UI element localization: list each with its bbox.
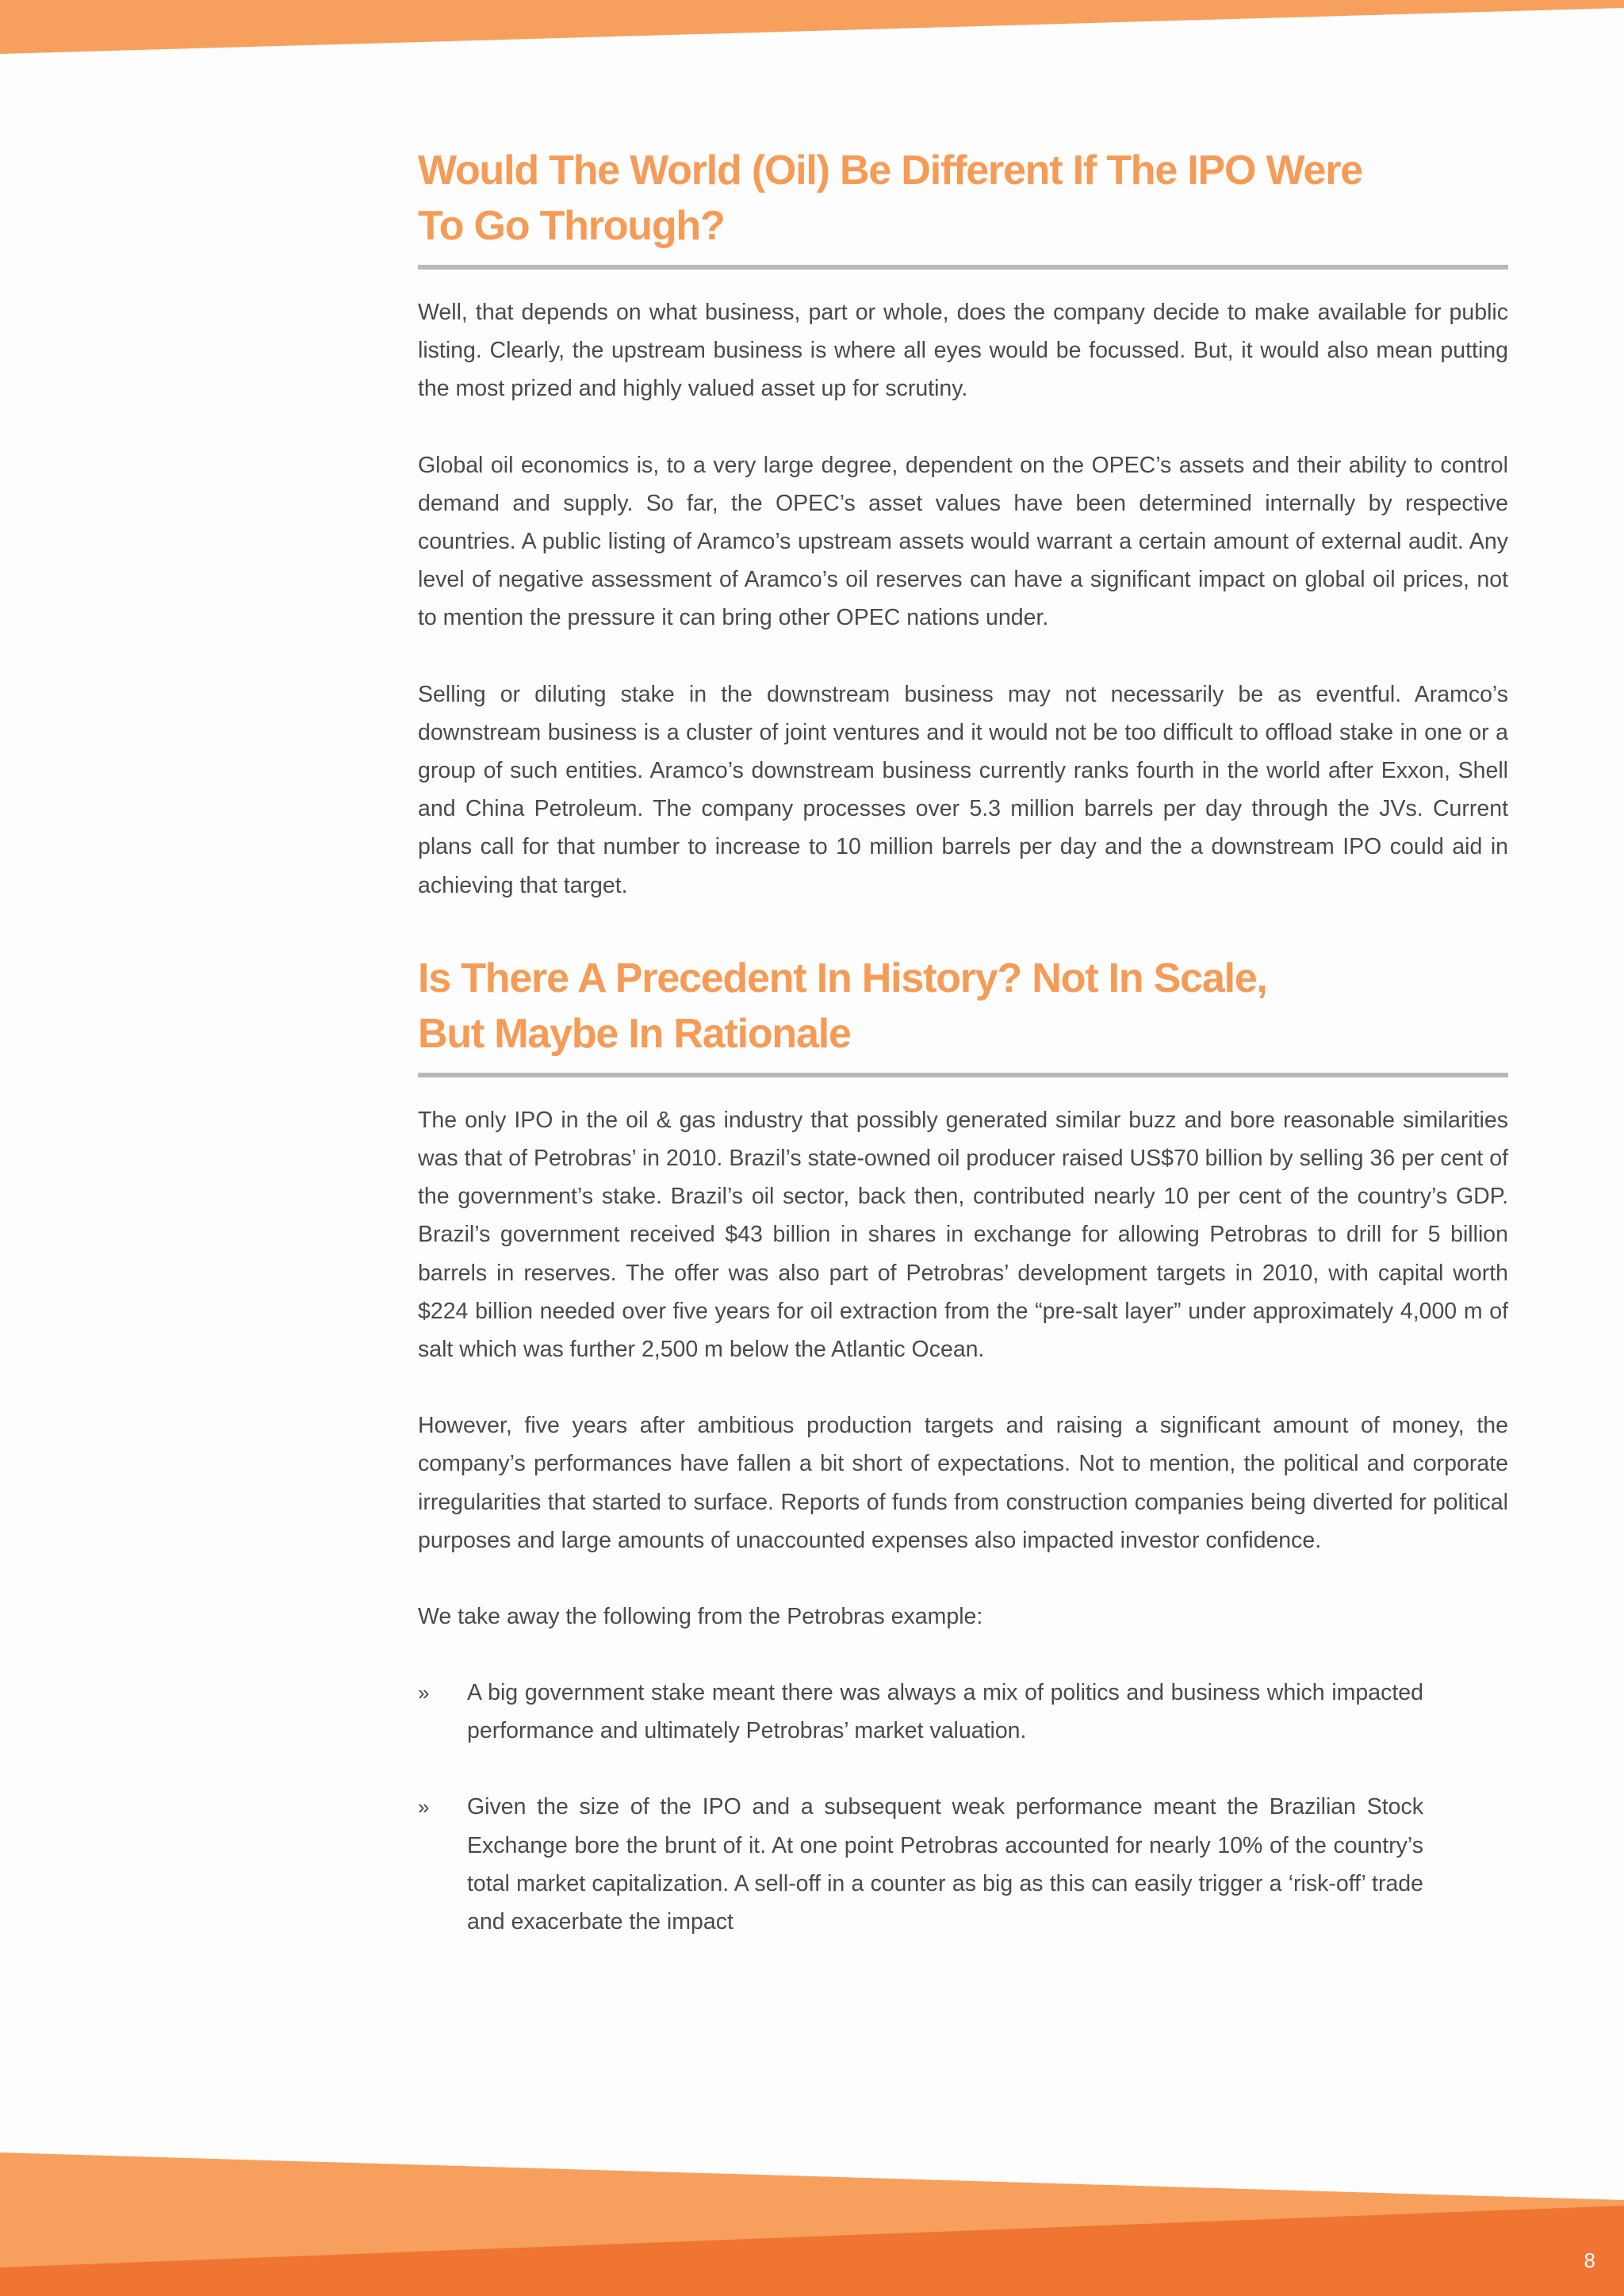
heading-line-2: But Maybe In Rationale <box>418 1010 851 1057</box>
section-world-oil <box>418 143 1508 905</box>
heading-line-1: Would The World (Oil) Be Different If The IPO Were <box>418 147 1362 193</box>
bottom-decorative-band <box>0 2141 1624 2296</box>
takeaway-list <box>418 1674 1423 1941</box>
paragraph: However, five years after ambitious production targets and raising a significant amount of money, the company’s performances have fallen a bit short of expectations. Not to mention, the political and corporate irregularities that started to surface. Reports of funds from construction companies being diverted for political purposes and large amounts of unaccounted expenses also impacted investor confidence. <box>418 1413 1508 1553</box>
list-item <box>418 1788 1423 1941</box>
heading-line-2: To Go Through? <box>418 203 725 249</box>
top-band-shape <box>0 0 1624 54</box>
heading-underline <box>418 265 1508 270</box>
paragraph: Selling or diluting stake in the downstream business may not necessarily be as eventful. Aramco’s downstream business is a cluster of joint ventures and it would not be too difficult to offload stake in one or a group of such entities. Aramco’s downstream business currently ranks fourth in the world after Exxon, Shell and China Petroleum. The company processes over 5.3 million barrels per day through the JVs. Current plans call for that number to increase to 10 million barrels per day and the a downstream IPO could aid in achieving that target. <box>418 681 1508 898</box>
page-number: 8 <box>1584 2248 1595 2272</box>
section-precedent-history <box>418 951 1508 1941</box>
paragraph: Global oil economics is, to a very large degree, dependent on the OPEC’s assets and their ability to control demand and supply. So far, the OPEC’s asset values have been determined internally by respective countries. A public listing of Aramco’s upstream assets would warrant a certain amount of external audit. Any level of negative assessment of Aramco’s oil reserves can have a significant impact on global oil prices, not to mention the pressure it can bring other OPEC nations under. <box>418 452 1508 631</box>
article-content <box>418 143 1508 1979</box>
list-intro: We take away the following from the Petrobras example: <box>418 1604 983 1630</box>
section-heading <box>418 951 1508 1062</box>
bullet-chevron-icon: » <box>418 1681 430 1705</box>
list-item-text: A big government stake meant there was always a mix of politics and business which impacted performance and ultimately Petrobras’ market valuation. <box>467 1680 1423 1744</box>
paragraph: Well, that depends on what business, part or whole, does the company decide to make available for public listing. Clearly, the upstream business is where all eyes would be focussed. But, it would also mean putting the most prized and highly valued asset up for scrutiny. <box>418 300 1508 402</box>
paragraph: The only IPO in the oil & gas industry that possibly generated similar buzz and bore reasonable similarities was that of Petrobras’ in 2010. Brazil’s state-owned oil producer raised US$70 billion by selling 36 per cent of the government’s stake. Brazil’s oil sector, back then, contributed nearly 10 per cent of the country’s GDP. Brazil’s government received $43 billion in shares in exchange for allowing Petrobras to drill for 5 billion barrels in reserves. The offer was also part of Petrobras’ development targets in 2010, with capital worth $224 billion needed over five years for oil extraction from the “pre-salt layer” under approximately 4,000 m of salt which was further 2,500 m below the Atlantic Ocean. <box>418 1107 1508 1363</box>
section-heading <box>418 143 1508 254</box>
list-item-text: Given the size of the IPO and a subsequent weak performance meant the Brazilian Stock Exchange bore the brunt of it. At one point Petrobras accounted for nearly 10% of the country’s total market capitalization. A sell-off in a counter as big as this can easily trigger a ‘risk-off’ trade and exacerbate the impact <box>467 1794 1423 1935</box>
top-decorative-band <box>0 0 1624 63</box>
heading-underline <box>418 1073 1508 1077</box>
list-item <box>418 1674 1423 1750</box>
bullet-chevron-icon: » <box>418 1795 430 1820</box>
heading-line-1: Is There A Precedent In History? Not In Scale, <box>418 955 1267 1001</box>
